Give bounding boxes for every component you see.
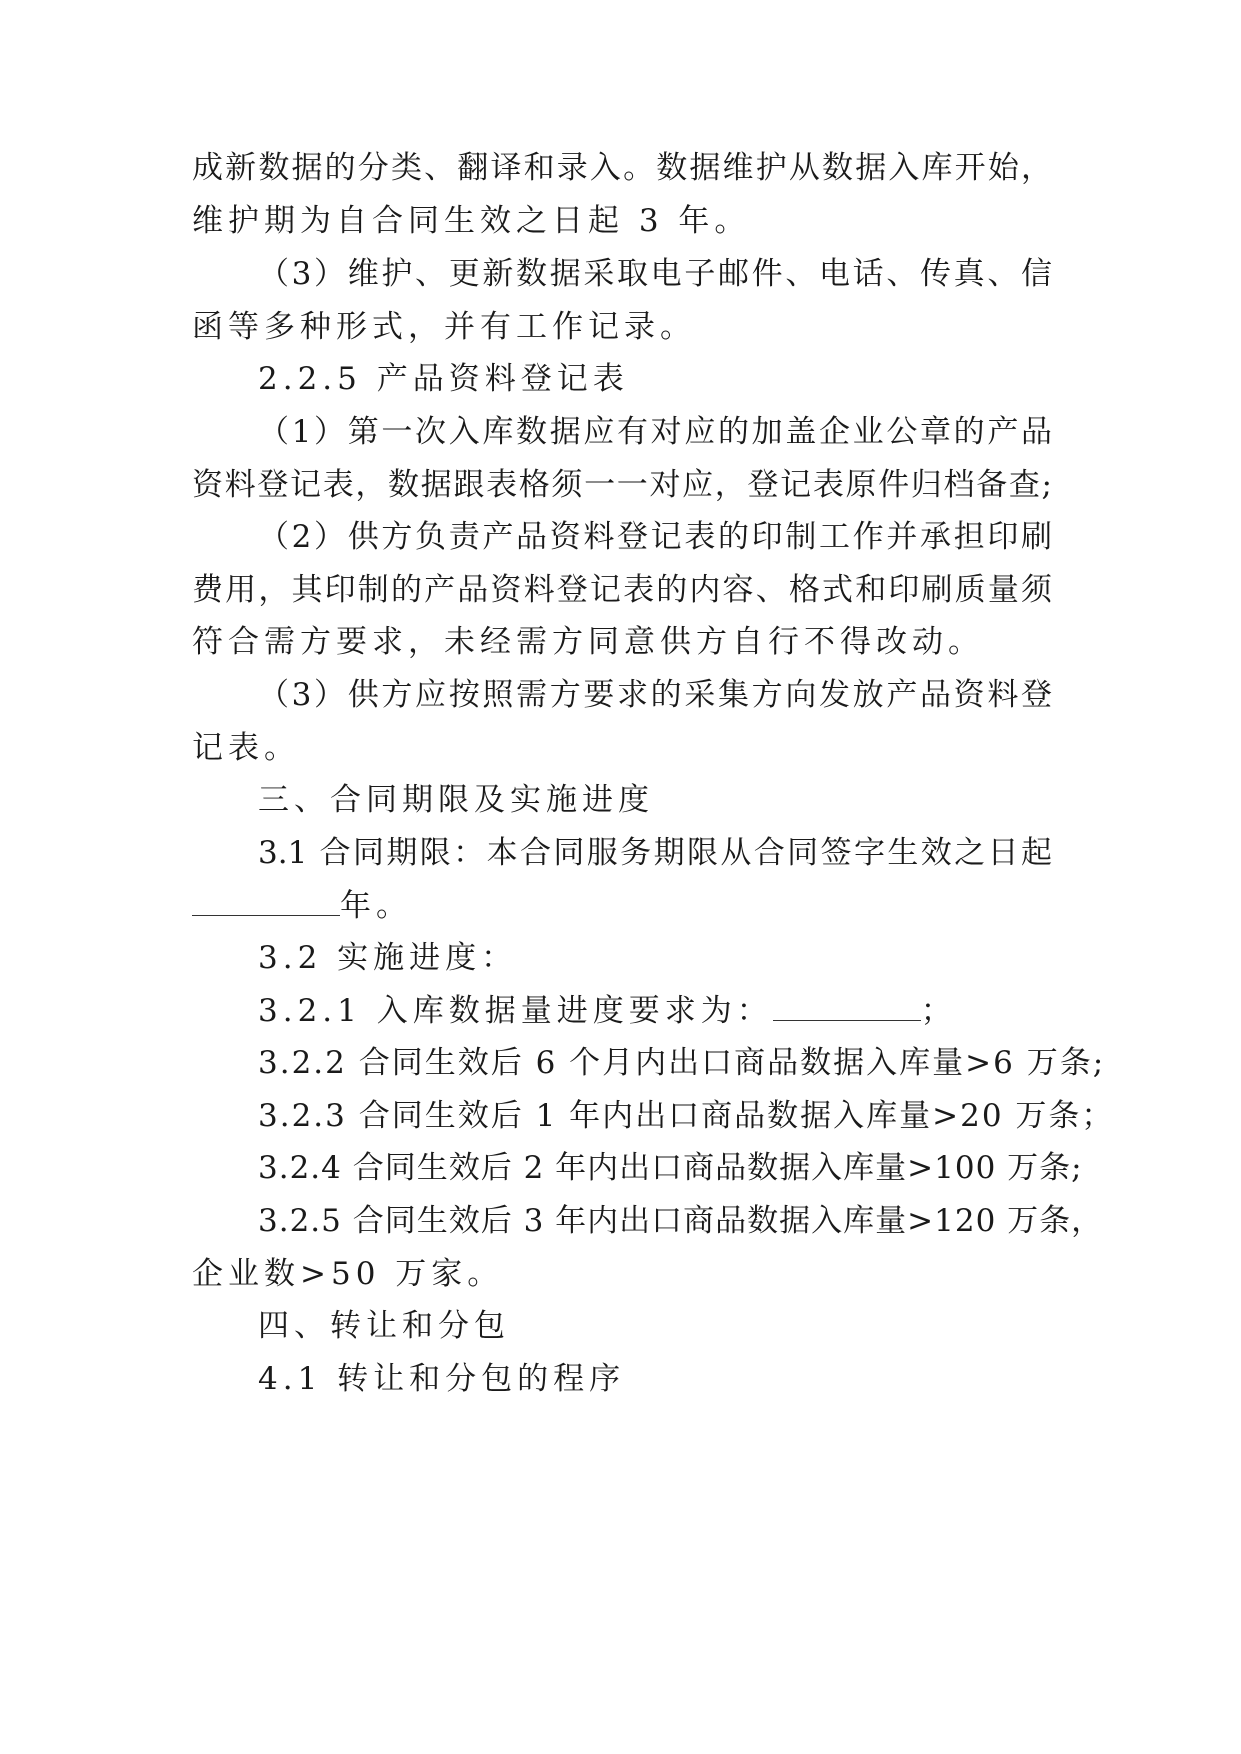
blank-field — [773, 990, 921, 1021]
paragraph-line: 3.2.3 合同生效后 1 年内出口商品数据入库量>20 万条； — [258, 1098, 1115, 1134]
paragraph-line — [192, 884, 1052, 928]
blank-suffix: 年。 — [340, 888, 412, 924]
blank-prefix: 3.2.1 入库数据量进度要求为： — [258, 993, 773, 1029]
paragraph-line: 符合需方要求，未经需方同意供方自行不得改动。 — [192, 624, 984, 660]
paragraph-line: 3.2.5 合同生效后 3 年内出口商品数据入库量>120 万条， — [258, 1203, 1104, 1239]
paragraph-line — [258, 989, 1052, 1033]
paragraph-line: 企业数>50 万家。 — [192, 1256, 504, 1292]
blank-suffix: ； — [920, 993, 957, 1029]
paragraph-line: 资料登记表，数据跟表格须一一对应，登记表原件归档备查; — [192, 467, 1052, 503]
paragraph-line: 维护期为自合同生效之日起 3 年。 — [192, 203, 751, 239]
section-heading: 三、合同期限及实施进度 — [258, 782, 654, 818]
paragraph-line: 成新数据的分类、翻译和录入。数据维护从数据入库开始， — [192, 150, 1052, 186]
paragraph-line: （2）供方负责产品资料登记表的印制工作并承担印刷 — [258, 519, 1052, 555]
paragraph-line: 3.2.2 合同生效后 6 个月内出口商品数据入库量>6 万条; — [258, 1045, 1106, 1081]
section-heading: 4.1 转让和分包的程序 — [258, 1361, 626, 1397]
paragraph-line: 函等多种形式，并有工作记录。 — [192, 309, 696, 345]
section-heading: 2.2.5 产品资料登记表 — [258, 361, 629, 397]
blank-field — [192, 885, 340, 916]
paragraph-line: 费用，其印制的产品资料登记表的内容、格式和印刷质量须 — [192, 572, 1052, 608]
section-heading: 四、转让和分包 — [258, 1308, 510, 1344]
paragraph-line: 记表。 — [192, 730, 300, 766]
paragraph-line: （3）维护、更新数据采取电子邮件、电话、传真、信 — [258, 256, 1052, 292]
paragraph-line: （3）供方应按照需方要求的采集方向发放产品资料登 — [258, 677, 1052, 713]
paragraph-line: 3.2.4 合同生效后 2 年内出口商品数据入库量>100 万条; — [258, 1150, 1083, 1186]
paragraph-line: 3.1 合同期限：本合同服务期限从合同签字生效之日起 — [258, 835, 1052, 871]
paragraph-line: （1）第一次入库数据应有对应的加盖企业公章的产品 — [258, 414, 1052, 450]
paragraph-line: 3.2 实施进度： — [258, 940, 518, 976]
